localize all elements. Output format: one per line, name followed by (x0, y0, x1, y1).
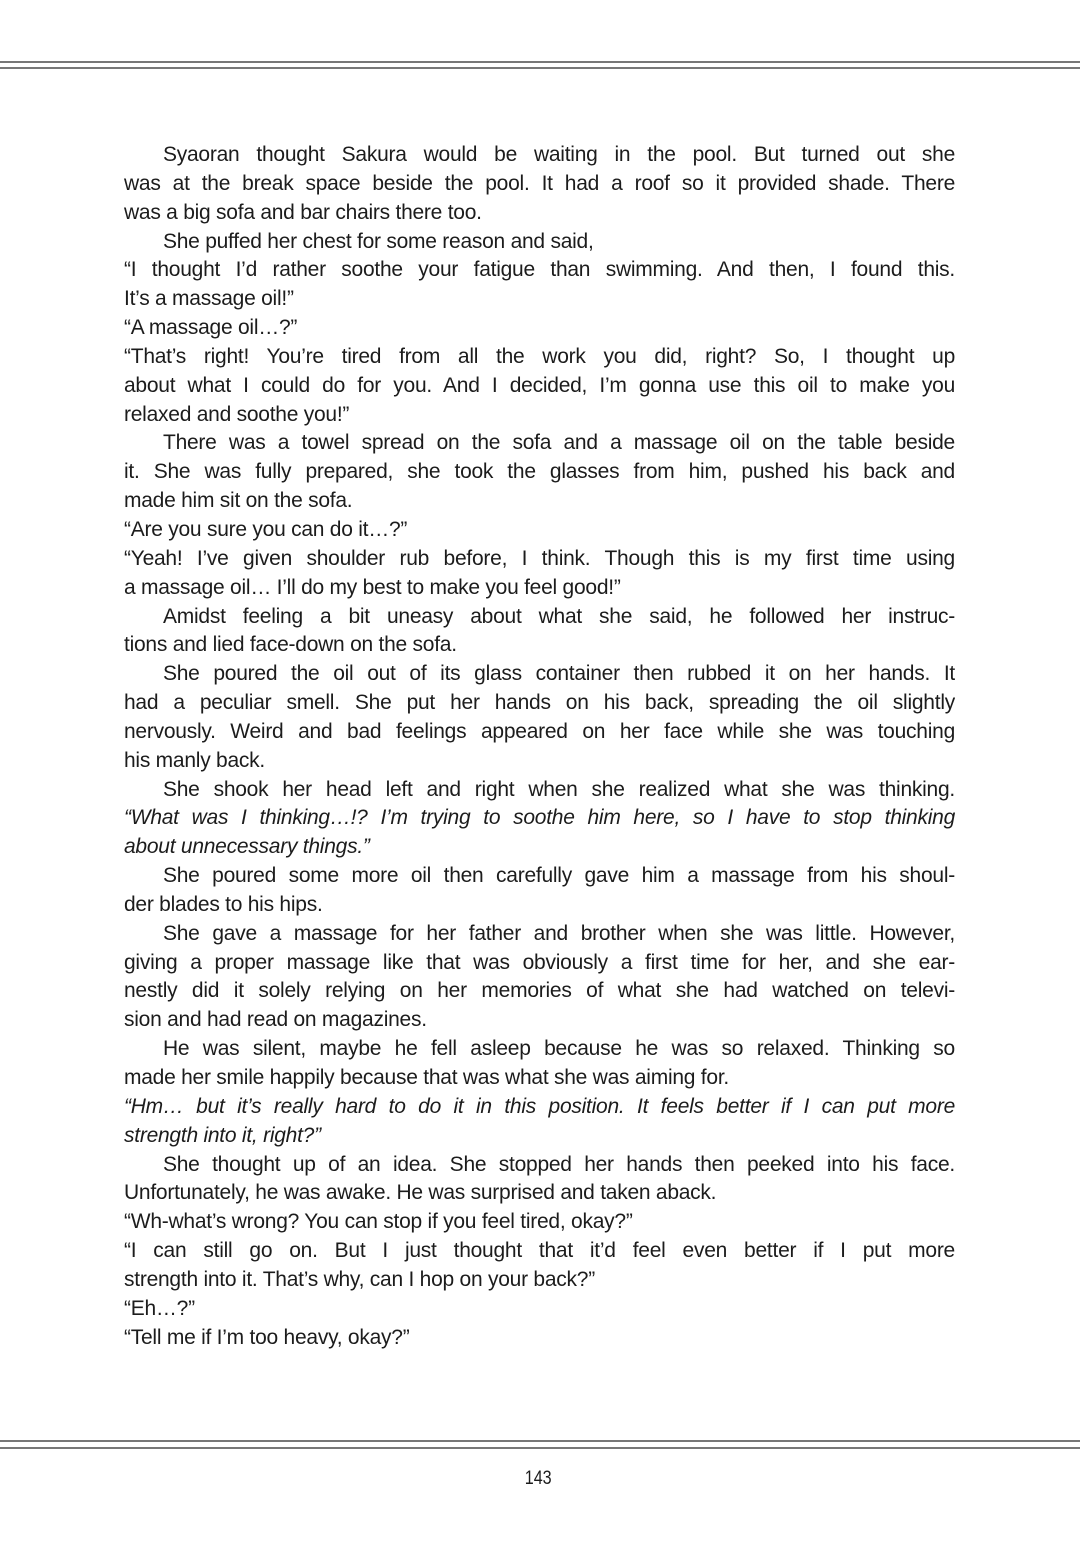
text-line: “A massage oil…?” (124, 316, 298, 340)
text-line: She poured some more oil then carefully gave him a massage from his shoul- (163, 864, 955, 888)
text-line: “Are you sure you can do it…?” (124, 517, 408, 541)
header-rule-top (0, 61, 1080, 63)
text-line: it. She was fully prepared, she took the glasses from him, pushed his back and (124, 460, 955, 484)
text-line: “Hm… but it’s really hard to do it in this position. It feels better if I can put more (124, 1094, 955, 1118)
text-line: Syaoran thought Sakura would be waiting in the pool. But turned out she (163, 143, 955, 166)
text-line: “I thought I’d rather soothe your fatigue than swimming. And then, I found this. (124, 258, 955, 282)
text-line: der blades to his hips. (124, 892, 323, 916)
text-line: about unnecessary things.” (124, 835, 370, 859)
body-text (124, 141, 955, 1352)
text-line: She thought up of an idea. She stopped her hands then peeked into his face. (163, 1152, 955, 1176)
text-line: was a big sofa and bar chairs there too. (124, 200, 482, 224)
text-line: “I can still go on. But I just thought that it’d feel even better if I put more (124, 1239, 955, 1263)
text-line: There was a towel spread on the sofa and a massage oil on the table beside (163, 431, 955, 455)
text-line: made him sit on the sofa. (124, 489, 353, 513)
text-line: “Eh…?” (124, 1296, 195, 1320)
text-line: nestly did it solely relying on her memories of what she had watched on televi- (124, 979, 955, 1003)
text-line: his manly back. (124, 748, 265, 772)
text-line: sion and had read on magazines. (124, 1008, 427, 1032)
text-line: She shook her head left and right when she realized what she was thinking. (163, 777, 955, 801)
text-line: “What was I thinking…!? I’m trying to soothe him here, so I have to stop thinking (124, 806, 955, 830)
text-line: giving a proper massage like that was obviously a first time for her, and she ear- (124, 950, 955, 974)
text-line: about what I could do for you. And I decided, I’m gonna use this oil to make you (124, 373, 955, 397)
text-line: She gave a massage for her father and brother when she was little. However, (163, 921, 955, 945)
text-line: Amidst feeling a bit uneasy about what she said, he followed her instruc- (163, 604, 955, 628)
header-rule-bottom (0, 67, 1080, 69)
text-line: had a peculiar smell. She put her hands on his back, spreading the oil slightly (124, 691, 955, 715)
text-line: tions and lied face-down on the sofa. (124, 633, 457, 657)
text-line: relaxed and soothe you!” (124, 402, 350, 426)
text-line: made her smile happily because that was what she was aiming for. (124, 1066, 729, 1089)
text-line: She poured the oil out of its glass container then rubbed it on her hands. It (163, 662, 955, 686)
text-line: He was silent, maybe he fell asleep because he was so relaxed. Thinking so (163, 1037, 955, 1061)
text-line: “Tell me if I’m too heavy, okay?” (124, 1325, 410, 1349)
text-line: strength into it. That’s why, can I hop on your back?” (124, 1267, 595, 1291)
text-line: was at the break space beside the pool. It had a roof so it provided shade. There (124, 171, 955, 195)
text-line: strength into it, right?” (124, 1123, 321, 1147)
text-line: nervously. Weird and bad feelings appeared on her face while she was touching (124, 719, 955, 743)
text-line: It’s a massage oil!” (124, 287, 294, 311)
footer-rule-top (0, 1440, 1080, 1442)
text-line: “Yeah! I’ve given shoulder rub before, I think. Though this is my first time using (124, 546, 955, 570)
text-line: a massage oil… I’ll do my best to make you feel good!” (124, 575, 621, 599)
page-number: 143 (524, 1468, 552, 1489)
text-line: Unfortunately, he was awake. He was surprised and taken aback. (124, 1181, 717, 1205)
text-line: “Wh-what’s wrong? You can stop if you feel tired, okay?” (124, 1210, 633, 1234)
text-line: “That’s right! You’re tired from all the work you did, right? So, I thought up (124, 344, 955, 368)
text-line: She puffed her chest for some reason and said, (163, 229, 594, 253)
footer-rule-bottom (0, 1447, 1080, 1449)
